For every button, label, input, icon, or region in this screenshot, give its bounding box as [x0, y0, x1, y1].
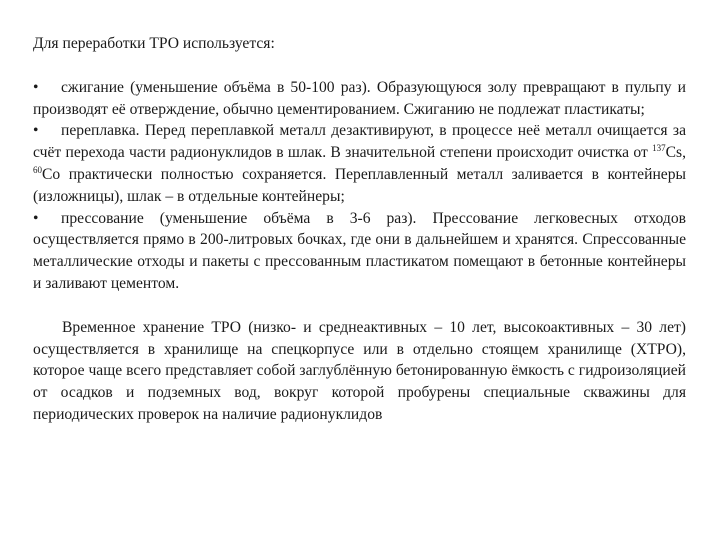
document-text [33, 33, 686, 426]
item-text: переплавка. Перед переплавкой металл дезактивируют, в процессе неё металл очищается за счёт перехода части радионуклидов в шлак. В значительной степени происходит очистка от [33, 122, 686, 162]
list-item-pressing [33, 208, 686, 295]
isotope-symbol: Cs, [665, 144, 686, 162]
isotope-mass-number: 60 [33, 164, 42, 175]
item-text: практически полностью сохраняется. Переплавленный металл заливается в контейнеры (изложницы), шлак – в отдельные контейнеры; [33, 165, 686, 205]
isotope-symbol: Co [42, 165, 61, 183]
item-text: сжигание (уменьшение объёма в 50-100 раз). Образующуюся золу превращают в пульпу и производят её отверждение, обычно цементированием. Сжиганию не подлежат пластикаты; [33, 78, 686, 118]
list-item-incineration [33, 77, 686, 121]
list-item-remelting [33, 120, 686, 207]
bullet-icon: • [33, 209, 39, 227]
bullet-icon: • [33, 122, 39, 140]
isotope-mass-number: 137 [652, 143, 666, 153]
intro-line: Для переработки ТРО используется: [33, 35, 275, 52]
storage-paragraph: Временное хранение ТРО (низко- и среднеактивных – 10 лет, высокоактивных – 30 лет) осуществляется в хранилище на спецкорпусе или в отдельно стоящем хранилище (ХТРО), которое чаще всего представляет собой заглублённую бетонированную ёмкость с гидроизоляцией от осадков и подземных вод, вокруг которой пробурены специальные скважины для периодических проверок на наличие радионуклидов [33, 318, 686, 423]
bullet-icon: • [33, 78, 39, 96]
item-text: прессование (уменьшение объёма в 3-6 раз). Прессование легковесных отходов осуществляется прямо в 200-литровых бочках, где они в дальнейшем и хранятся. Спрессованные металлические отходы и пакеты с прессованным пластикатом помещают в бетонные контейнеры и заливают цементом. [33, 209, 686, 292]
